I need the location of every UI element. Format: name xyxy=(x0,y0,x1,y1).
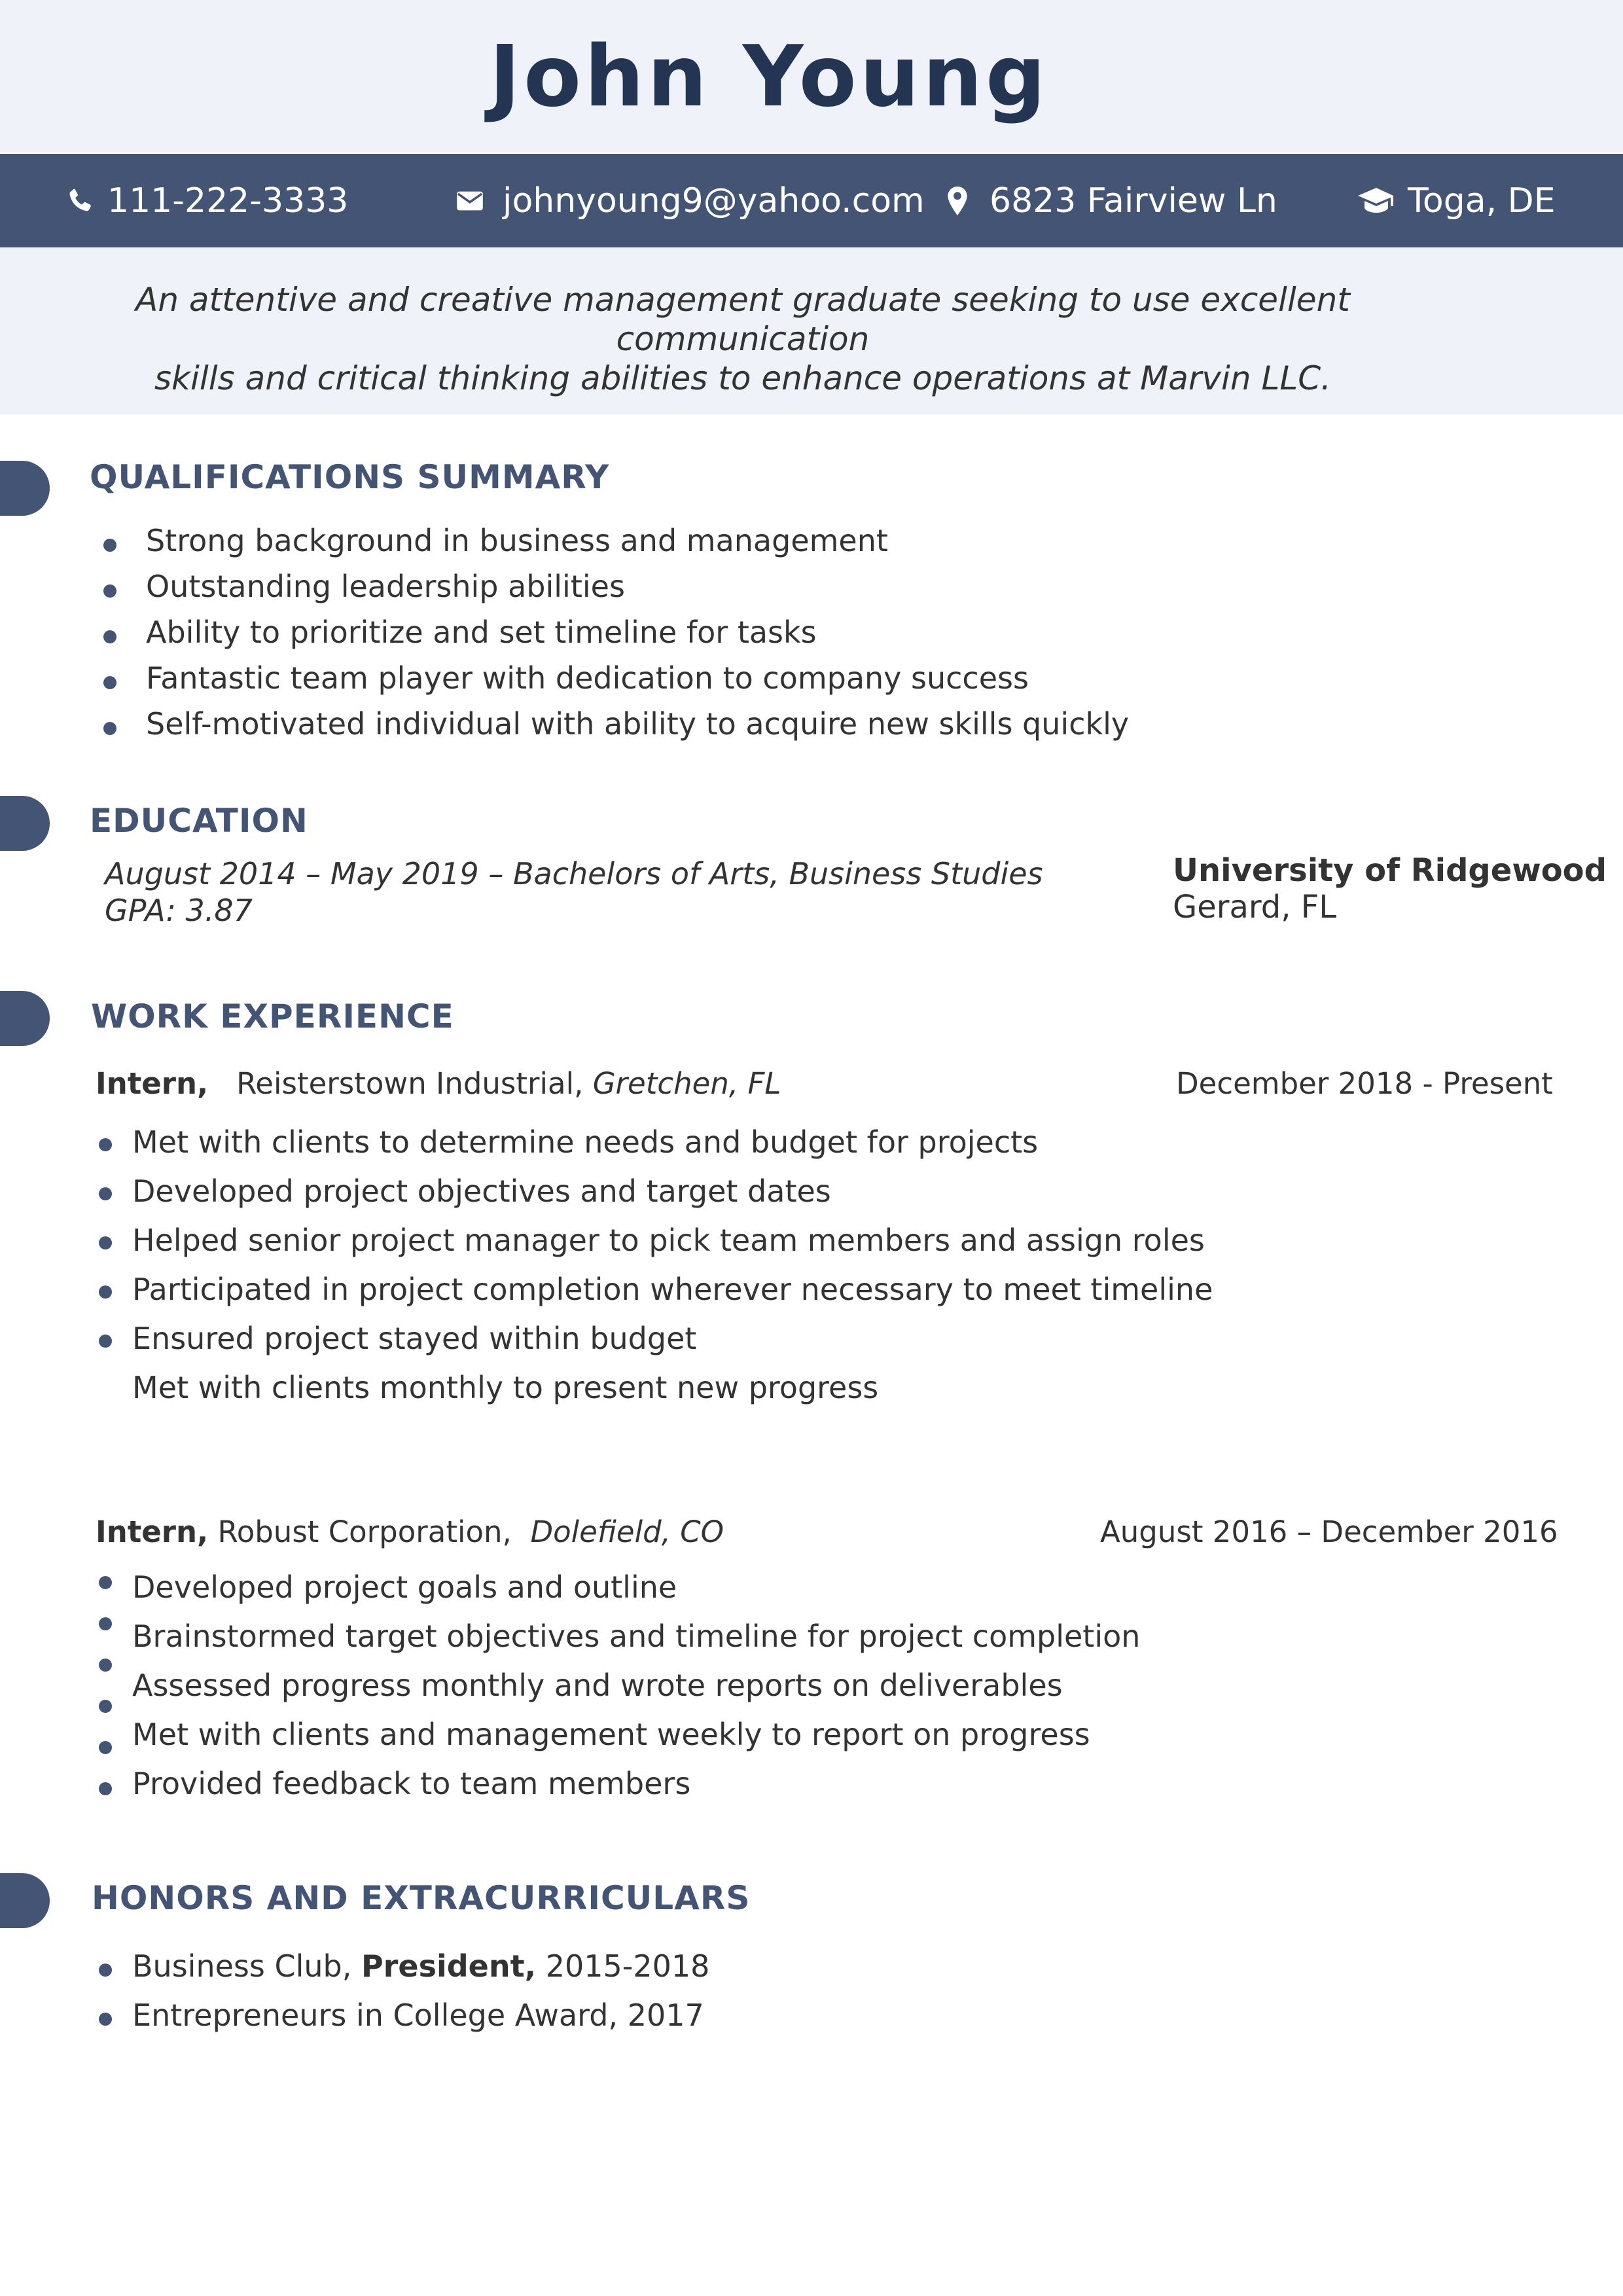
job-2-item: Provided feedback to team members xyxy=(132,1766,691,1801)
job-1-item: Met with clients monthly to present new progress xyxy=(132,1370,879,1405)
job-1-company: Reisterstown Industrial, xyxy=(236,1066,584,1101)
job-2-item: Developed project goals and outline xyxy=(132,1570,677,1605)
job-1-item: Participated in project completion wherever necessary to meet timeline xyxy=(132,1272,1213,1307)
job-2-item: Met with clients and management weekly to report on progress xyxy=(132,1717,1090,1752)
bullet-dot xyxy=(103,630,116,643)
section-tab-education xyxy=(0,796,50,851)
education-degree: August 2014 – May 2019 – Bachelors of Arts, Business Studies xyxy=(105,856,1043,891)
job-1-location: Gretchen, FL xyxy=(592,1066,781,1101)
job-2-header xyxy=(96,1515,724,1549)
job-1-dates: December 2018 - Present xyxy=(1176,1066,1553,1101)
honors-title: HONORS AND EXTRACURRICULARS xyxy=(92,1879,751,1917)
honors-item xyxy=(132,1948,709,1984)
bullet-dot xyxy=(99,1335,112,1348)
objective-band xyxy=(0,247,1623,414)
bullet-dot xyxy=(99,1236,112,1249)
bullet-dot xyxy=(99,1741,112,1754)
graduation-cap-icon xyxy=(1358,188,1395,214)
work-title: WORK EXPERIENCE xyxy=(91,997,454,1035)
section-tab-honors xyxy=(0,1873,50,1928)
honors-item-1-bold: President, xyxy=(361,1948,537,1984)
phone-icon xyxy=(65,185,94,217)
job-1-header xyxy=(96,1066,781,1101)
phone-text: 111-222-3333 xyxy=(107,181,349,221)
contact-email xyxy=(455,154,925,247)
qualification-item: Ability to prioritize and set timeline for tasks xyxy=(146,615,817,650)
contact-city xyxy=(1358,154,1556,247)
job-2-role: Intern, xyxy=(96,1515,209,1549)
qualifications-title: QUALIFICATIONS SUMMARY xyxy=(90,458,610,496)
honors-item: Entrepreneurs in College Award, 2017 xyxy=(132,1998,704,2033)
job-2-location: Dolefield, CO xyxy=(530,1515,724,1549)
bullet-dot xyxy=(99,1285,112,1299)
contact-bar xyxy=(0,154,1623,247)
address-text: 6823 Fairview Ln xyxy=(990,181,1277,221)
email-link[interactable]: johnyoung9@yahoo.com xyxy=(503,181,925,221)
objective-line-1: An attentive and creative management graduate seeking to use excellent communication xyxy=(135,281,1350,358)
section-tab-qualifications xyxy=(0,461,50,516)
education-location: Gerard, FL xyxy=(1173,889,1337,925)
honors-item-1-suffix: 2015-2018 xyxy=(545,1948,710,1984)
bullet-dot xyxy=(99,1187,112,1200)
bullet-dot xyxy=(99,1782,112,1795)
city-text: Toga, DE xyxy=(1408,181,1556,221)
job-1-item: Ensured project stayed within budget xyxy=(132,1321,697,1356)
job-2-item: Brainstormed target objectives and timeline for project completion xyxy=(132,1619,1141,1654)
qualification-item: Outstanding leadership abilities xyxy=(146,569,625,604)
bullet-dot xyxy=(99,1700,112,1713)
contact-phone xyxy=(65,154,348,247)
bullet-dot xyxy=(99,1617,112,1630)
job-1-item: Developed project objectives and target dates xyxy=(132,1174,831,1209)
bullet-dot xyxy=(103,584,116,598)
contact-address xyxy=(948,154,1277,247)
candidate-name: John Young xyxy=(489,28,1049,126)
education-title: EDUCATION xyxy=(90,802,308,840)
envelope-icon xyxy=(455,189,484,213)
job-2-item: Assessed progress monthly and wrote reports on deliverables xyxy=(132,1668,1063,1703)
bullet-dot xyxy=(103,722,116,735)
honors-item-1-prefix: Business Club, xyxy=(132,1948,352,1984)
bullet-dot xyxy=(99,2013,112,2026)
bullet-dot xyxy=(103,539,116,552)
qualification-item: Strong background in business and management xyxy=(146,523,888,558)
bullet-dot xyxy=(99,1659,112,1672)
job-2-company: Robust Corporation, xyxy=(217,1515,512,1549)
job-2-dates: August 2016 – December 2016 xyxy=(1100,1515,1558,1549)
bullet-dot xyxy=(99,1576,112,1589)
qualification-item: Fantastic team player with dedication to company success xyxy=(146,660,1029,696)
education-gpa: GPA: 3.87 xyxy=(105,893,253,928)
job-1-role: Intern, xyxy=(96,1066,209,1101)
job-1-item: Helped senior project manager to pick team members and assign roles xyxy=(132,1223,1205,1258)
qualification-item: Self-motivated individual with ability to acquire new skills quickly xyxy=(146,706,1130,742)
objective-line-2: skills and critical thinking abilities to enhance operations at Marvin LLC. xyxy=(154,359,1331,397)
bullet-dot xyxy=(99,1964,112,1977)
objective-statement xyxy=(39,280,1446,398)
map-marker-icon xyxy=(948,187,967,215)
section-tab-work xyxy=(0,991,50,1046)
bullet-dot xyxy=(103,676,116,689)
bullet-dot xyxy=(99,1138,112,1151)
job-1-item: Met with clients to determine needs and budget for projects xyxy=(132,1124,1039,1160)
education-school: University of Ridgewood xyxy=(1173,852,1607,889)
